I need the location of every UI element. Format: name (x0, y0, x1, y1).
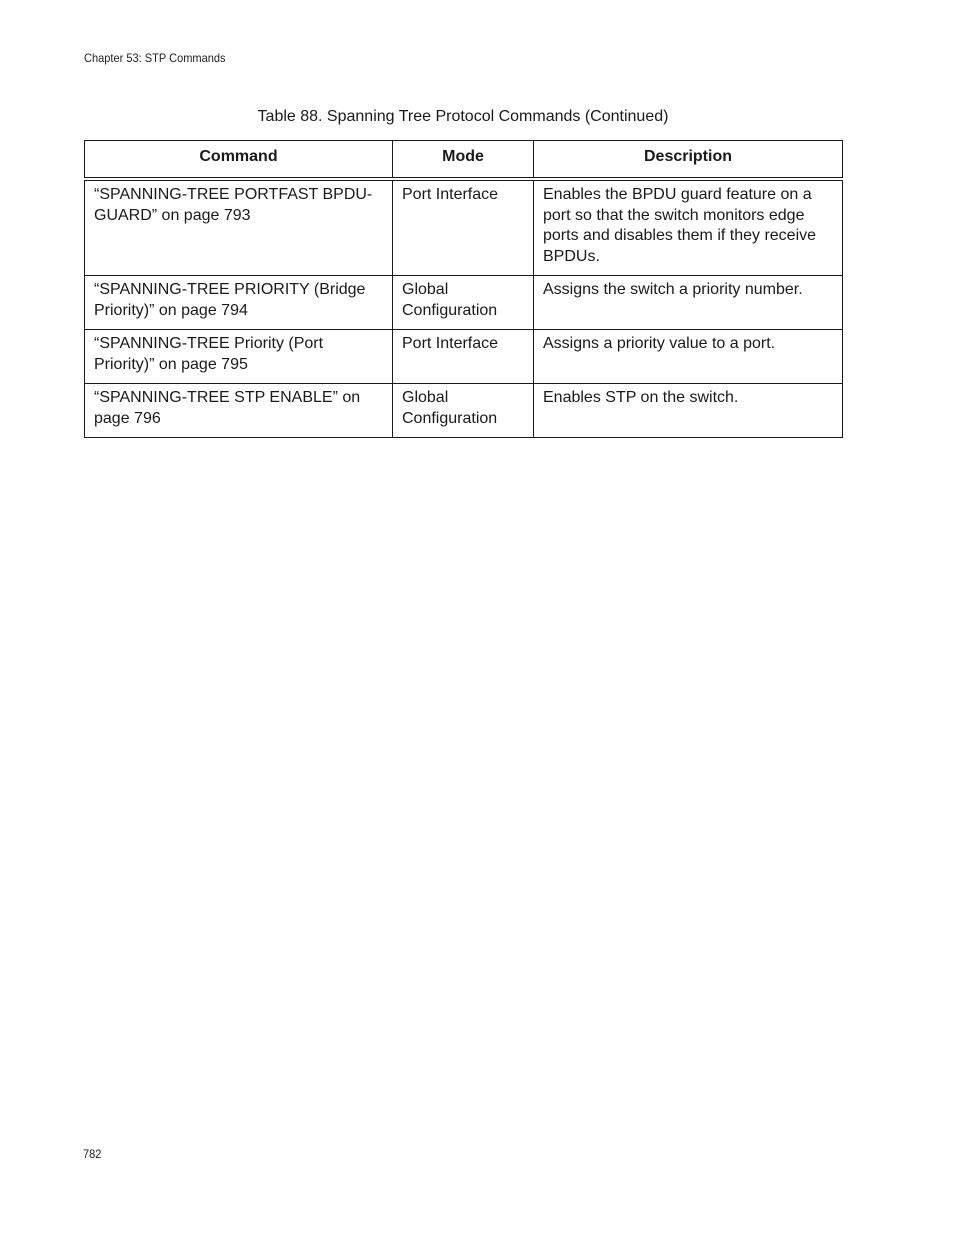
description-cell: Enables STP on the switch. (534, 384, 843, 438)
table-row (85, 330, 843, 384)
table-row (85, 179, 843, 276)
mode-cell: Port Interface (393, 330, 534, 384)
table-caption: Table 88. Spanning Tree Protocol Commands (Continued) (257, 108, 669, 125)
command-cell[interactable]: “SPANNING-TREE PORTFAST BPDU-GUARD” on page 793 (85, 179, 393, 276)
mode-cell: Global Configuration (393, 276, 534, 330)
mode-cell: Port Interface (393, 179, 534, 276)
command-cell[interactable]: “SPANNING-TREE STP ENABLE” on page 796 (85, 384, 393, 438)
command-cell[interactable]: “SPANNING-TREE Priority (Port Priority)” on page 795 (85, 330, 393, 384)
page-number: 782 (83, 1147, 102, 1161)
column-header-description: Description (534, 141, 843, 180)
description-cell: Assigns the switch a priority number. (534, 276, 843, 330)
command-cell[interactable]: “SPANNING-TREE PRIORITY (Bridge Priority)” on page 794 (85, 276, 393, 330)
description-cell: Enables the BPDU guard feature on a port so that the switch monitors edge ports and disables them if they receive BPDUs. (534, 179, 843, 276)
column-header-command: Command (85, 141, 393, 180)
table-header-row (85, 141, 843, 180)
running-header: Chapter 53: STP Commands (84, 51, 226, 65)
commands-table (84, 140, 843, 438)
description-cell: Assigns a priority value to a port. (534, 330, 843, 384)
column-header-mode: Mode (393, 141, 534, 180)
mode-cell: Global Configuration (393, 384, 534, 438)
table-row (85, 276, 843, 330)
table-row (85, 384, 843, 438)
